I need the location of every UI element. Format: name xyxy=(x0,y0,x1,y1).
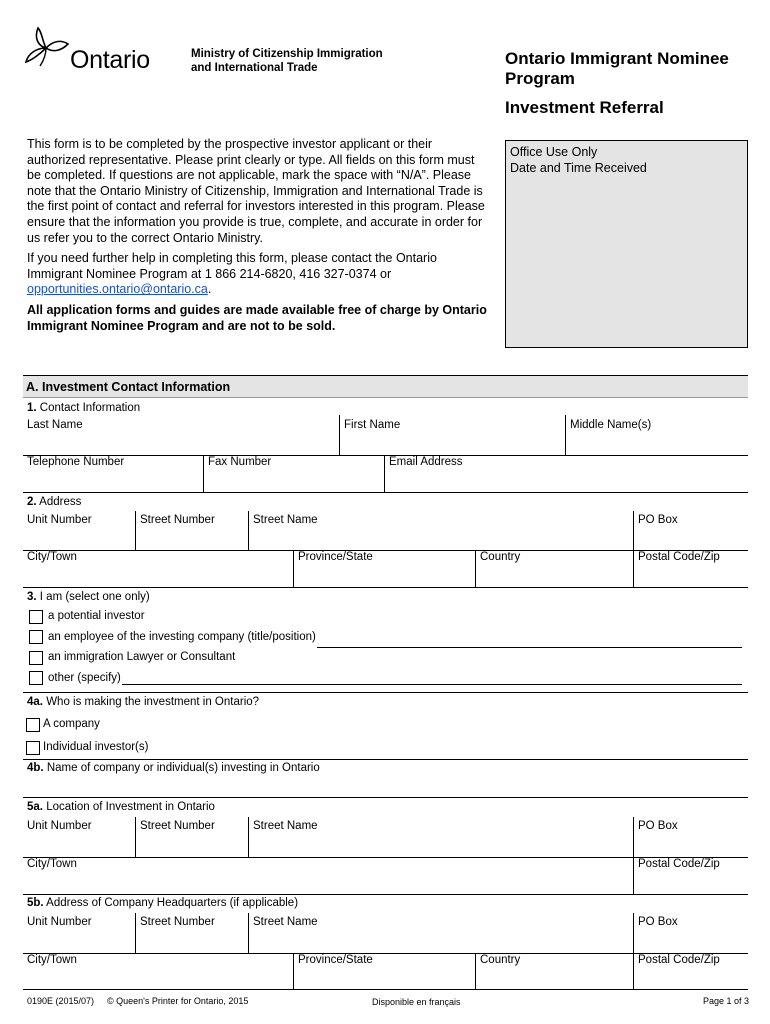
unit-number-field[interactable]: Unit Number xyxy=(27,820,92,832)
intro-text xyxy=(27,137,487,339)
street-name-field[interactable]: Street Name xyxy=(253,514,318,526)
divider xyxy=(384,455,385,492)
street-name-field[interactable]: Street Name xyxy=(253,916,318,928)
divider xyxy=(633,817,634,857)
divider xyxy=(293,550,294,587)
divider xyxy=(248,817,249,857)
divider xyxy=(23,455,748,456)
checkbox-individual-investors[interactable] xyxy=(26,741,40,755)
divider xyxy=(135,913,136,953)
option-label: a potential investor xyxy=(48,610,145,622)
checkbox-other[interactable] xyxy=(29,671,43,685)
q4b-label: 4b. Name of company or individual(s) investing in Ontario xyxy=(27,762,320,774)
po-box-field[interactable]: PO Box xyxy=(638,514,678,526)
company-name-input-line[interactable] xyxy=(23,797,748,798)
unit-number-field[interactable]: Unit Number xyxy=(27,514,92,526)
divider xyxy=(633,953,634,989)
po-box-field[interactable]: PO Box xyxy=(638,916,678,928)
divider xyxy=(339,415,340,455)
q2-label: 2. Address xyxy=(27,496,82,508)
divider xyxy=(23,759,748,760)
logo-wordmark: Ontario xyxy=(70,46,150,74)
title-line-1: Ontario Immigrant Nominee xyxy=(505,49,729,68)
email-link[interactable]: opportunities.ontario@ontario.ca xyxy=(27,282,208,297)
other-specify-input-line[interactable] xyxy=(122,684,742,685)
divider xyxy=(633,511,634,550)
trillium-icon xyxy=(24,22,72,74)
form-subtitle: Investment Referral xyxy=(505,98,664,117)
copyright: © Queen's Printer for Ontario, 2015 xyxy=(107,996,249,1006)
q5a-label: 5a. Location of Investment in Ontario xyxy=(27,801,215,813)
checkbox-potential-investor[interactable] xyxy=(29,610,43,624)
country-field[interactable]: Country xyxy=(480,954,521,966)
intro-paragraph-1: This form is to be completed by the prospective investor applicant or their authorized representative. Please print clearly or type. All fields on this form must be completed. If questions are not applicable, mark the space with “N/A”. Please note that the Ontario Ministry of Citizenship, Immigration and International Trade is the first point of contact and referral for investors interested in this program. Please ensure that the information you provide is true, complete, and accurate in order for us refer you to the correct Ontario Ministry. xyxy=(27,137,485,245)
q1-label: 1. Contact Information xyxy=(27,402,141,414)
street-name-field[interactable]: Street Name xyxy=(253,820,318,832)
checkbox-employee[interactable] xyxy=(29,630,43,644)
street-number-field[interactable]: Street Number xyxy=(140,916,215,928)
city-field[interactable]: City/Town xyxy=(27,858,77,870)
option-label: A company xyxy=(43,718,100,730)
city-field[interactable]: City/Town xyxy=(27,551,77,563)
checkbox-lawyer-consultant[interactable] xyxy=(29,651,43,665)
divider xyxy=(293,953,294,989)
office-use-box xyxy=(505,140,748,348)
unit-number-field[interactable]: Unit Number xyxy=(27,916,92,928)
office-use-label: Office Use Only xyxy=(510,145,598,159)
last-name-field[interactable]: Last Name xyxy=(27,419,83,431)
title-line-2: Program xyxy=(505,69,575,88)
option-label: an employee of the investing company (title/position) xyxy=(48,631,316,643)
divider xyxy=(23,587,748,588)
intro-paragraph-2: If you need further help in completing this form, please contact the Ontario Immigrant Nominee Program at 1 866 214-6820, 416 327-0374 or opportunities.ontario@ontario.ca. xyxy=(27,251,437,297)
ministry-line-1: Ministry of Citizenship Immigration xyxy=(191,48,383,60)
po-box-field[interactable]: PO Box xyxy=(638,820,678,832)
street-number-field[interactable]: Street Number xyxy=(140,514,215,526)
postal-code-field[interactable]: Postal Code/Zip xyxy=(638,954,720,966)
divider xyxy=(248,913,249,953)
country-field[interactable]: Country xyxy=(480,551,521,563)
form-code: 0190E (2015/07) xyxy=(27,996,95,1006)
divider xyxy=(475,550,476,587)
province-field[interactable]: Province/State xyxy=(298,551,373,563)
q4a-label: 4a. Who is making the investment in Ontario? xyxy=(27,696,260,708)
title-position-input-line[interactable] xyxy=(317,647,742,648)
divider xyxy=(135,817,136,857)
q3-label: 3. I am (select one only) xyxy=(27,591,150,603)
divider xyxy=(23,894,748,895)
middle-name-field[interactable]: Middle Name(s) xyxy=(570,419,652,431)
french-version-note: Disponible en français xyxy=(372,997,461,1007)
divider xyxy=(633,857,634,894)
telephone-field[interactable]: Telephone Number xyxy=(27,456,125,468)
option-label: other (specify) xyxy=(48,672,121,684)
divider xyxy=(23,989,748,990)
divider xyxy=(633,550,634,587)
email-field[interactable]: Email Address xyxy=(389,456,463,468)
option-label: an immigration Lawyer or Consultant xyxy=(48,651,236,663)
divider xyxy=(135,511,136,550)
street-number-field[interactable]: Street Number xyxy=(140,820,215,832)
ministry-name xyxy=(191,47,383,75)
free-of-charge-note: All application forms and guides are made available free of charge by Ontario Immigrant Nominee Program and are not to be sold. xyxy=(27,302,487,333)
ministry-line-2: and International Trade xyxy=(191,62,318,74)
page-number: Page 1 of 3 xyxy=(703,996,750,1006)
postal-code-field[interactable]: Postal Code/Zip xyxy=(638,858,720,870)
divider xyxy=(23,692,748,693)
option-label: Individual investor(s) xyxy=(43,741,149,753)
first-name-field[interactable]: First Name xyxy=(344,419,401,431)
postal-code-field[interactable]: Postal Code/Zip xyxy=(638,551,720,563)
city-field[interactable]: City/Town xyxy=(27,954,77,966)
fax-field[interactable]: Fax Number xyxy=(208,456,272,468)
q5b-label: 5b. Address of Company Headquarters (if applicable) xyxy=(27,897,299,909)
divider xyxy=(475,953,476,989)
checkbox-company[interactable] xyxy=(26,718,40,732)
divider xyxy=(203,455,204,492)
form-title xyxy=(505,49,729,118)
ontario-logo xyxy=(24,22,174,78)
section-a-heading: A. Investment Contact Information xyxy=(23,375,748,398)
divider xyxy=(565,415,566,455)
divider xyxy=(633,913,634,953)
date-received-label: Date and Time Received xyxy=(510,161,647,175)
province-field[interactable]: Province/State xyxy=(298,954,373,966)
divider xyxy=(23,492,748,493)
divider xyxy=(248,511,249,550)
